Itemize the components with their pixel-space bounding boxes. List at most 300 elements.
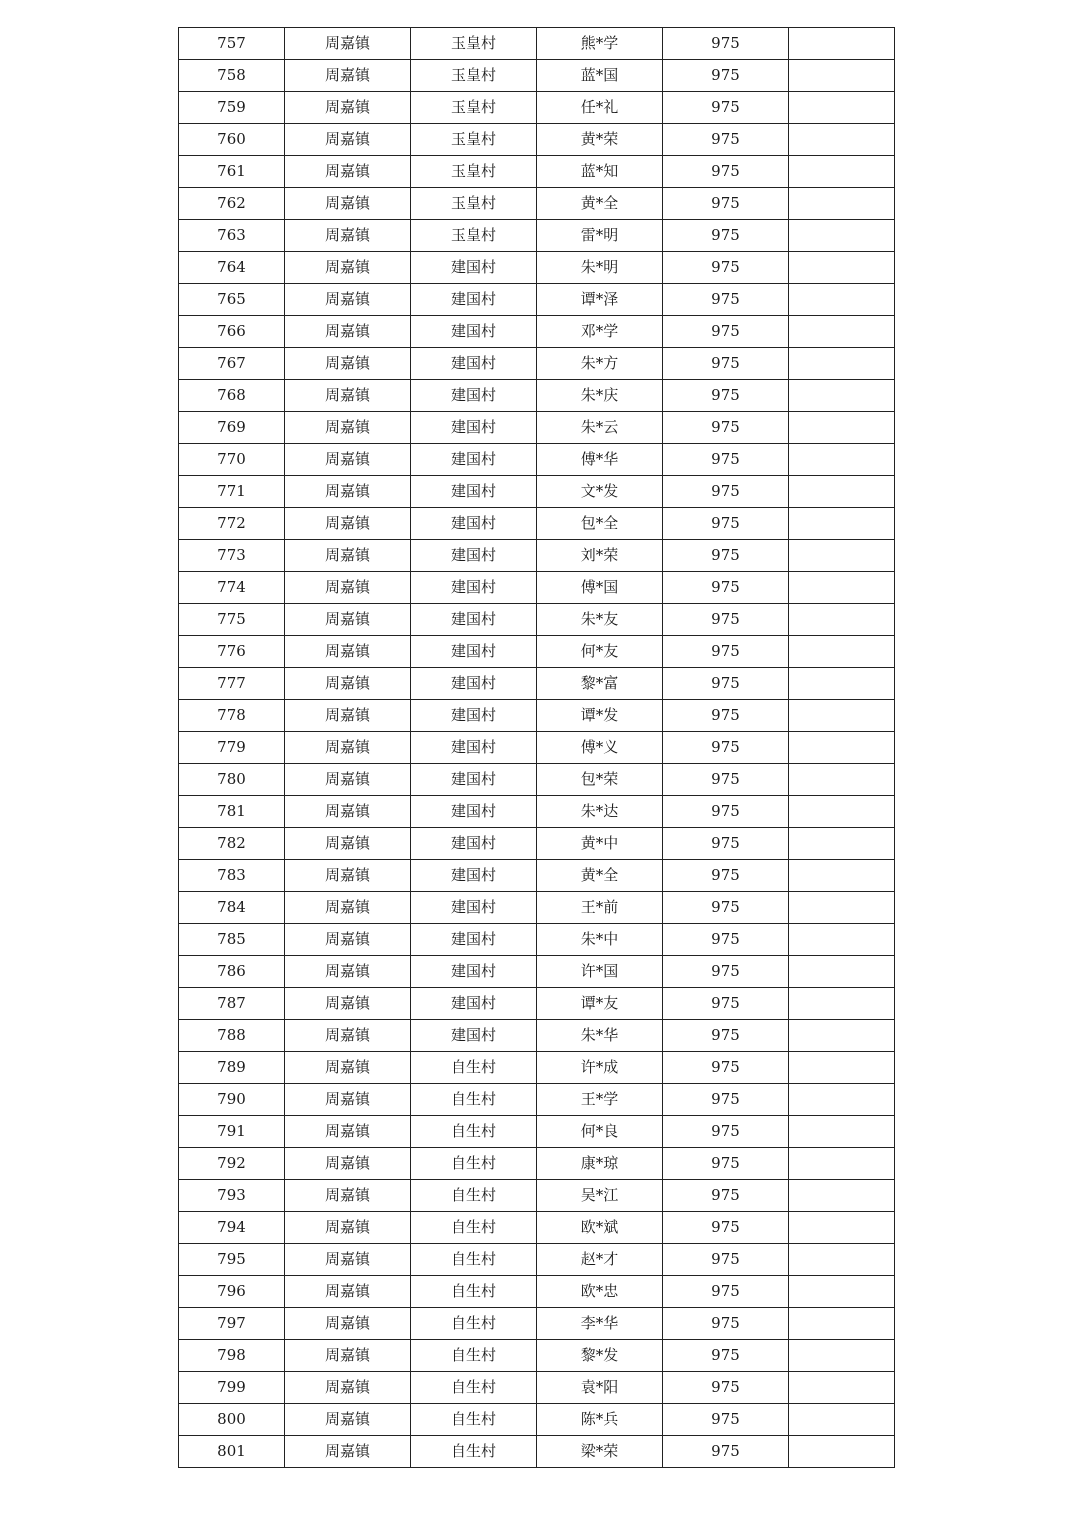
amount-cell: 975 [663, 924, 789, 956]
remark-cell [789, 1308, 895, 1340]
row-number-cell: 774 [179, 572, 285, 604]
village-cell: 自生村 [411, 1148, 537, 1180]
town-cell: 周嘉镇 [285, 188, 411, 220]
name-cell: 文*发 [537, 476, 663, 508]
name-cell: 邓*学 [537, 316, 663, 348]
row-number-cell: 771 [179, 476, 285, 508]
remark-cell [789, 540, 895, 572]
amount-cell: 975 [663, 636, 789, 668]
name-cell: 黄*荣 [537, 124, 663, 156]
name-cell: 赵*才 [537, 1244, 663, 1276]
row-number-cell: 764 [179, 252, 285, 284]
amount-cell: 975 [663, 956, 789, 988]
village-cell: 自生村 [411, 1404, 537, 1436]
village-cell: 建国村 [411, 988, 537, 1020]
town-cell: 周嘉镇 [285, 732, 411, 764]
table-row [179, 892, 895, 924]
amount-cell: 975 [663, 1276, 789, 1308]
row-number-cell: 776 [179, 636, 285, 668]
village-cell: 自生村 [411, 1212, 537, 1244]
town-cell: 周嘉镇 [285, 636, 411, 668]
remark-cell [789, 732, 895, 764]
row-number-cell: 795 [179, 1244, 285, 1276]
table-row [179, 444, 895, 476]
amount-cell: 975 [663, 540, 789, 572]
row-number-cell: 778 [179, 700, 285, 732]
name-cell: 刘*荣 [537, 540, 663, 572]
name-cell: 陈*兵 [537, 1404, 663, 1436]
village-cell: 建国村 [411, 476, 537, 508]
name-cell: 黄*中 [537, 828, 663, 860]
village-cell: 建国村 [411, 796, 537, 828]
remark-cell [789, 412, 895, 444]
remark-cell [789, 860, 895, 892]
town-cell: 周嘉镇 [285, 316, 411, 348]
row-number-cell: 787 [179, 988, 285, 1020]
amount-cell: 975 [663, 1308, 789, 1340]
name-cell: 傅*义 [537, 732, 663, 764]
row-number-cell: 788 [179, 1020, 285, 1052]
row-number-cell: 759 [179, 92, 285, 124]
name-cell: 朱*华 [537, 1020, 663, 1052]
remark-cell [789, 316, 895, 348]
village-cell: 建国村 [411, 636, 537, 668]
row-number-cell: 770 [179, 444, 285, 476]
amount-cell: 975 [663, 1404, 789, 1436]
table-row [179, 1116, 895, 1148]
village-cell: 建国村 [411, 444, 537, 476]
row-number-cell: 794 [179, 1212, 285, 1244]
row-number-cell: 791 [179, 1116, 285, 1148]
row-number-cell: 789 [179, 1052, 285, 1084]
name-cell: 谭*发 [537, 700, 663, 732]
amount-cell: 975 [663, 668, 789, 700]
row-number-cell: 766 [179, 316, 285, 348]
remark-cell [789, 1180, 895, 1212]
row-number-cell: 780 [179, 764, 285, 796]
town-cell: 周嘉镇 [285, 508, 411, 540]
table-row [179, 508, 895, 540]
town-cell: 周嘉镇 [285, 1340, 411, 1372]
amount-cell: 975 [663, 988, 789, 1020]
village-cell: 玉皇村 [411, 60, 537, 92]
table-row [179, 188, 895, 220]
roster-table-body [179, 28, 895, 1468]
name-cell: 欧*斌 [537, 1212, 663, 1244]
row-number-cell: 777 [179, 668, 285, 700]
town-cell: 周嘉镇 [285, 156, 411, 188]
village-cell: 建国村 [411, 860, 537, 892]
row-number-cell: 767 [179, 348, 285, 380]
row-number-cell: 796 [179, 1276, 285, 1308]
town-cell: 周嘉镇 [285, 1084, 411, 1116]
village-cell: 自生村 [411, 1276, 537, 1308]
name-cell: 朱*友 [537, 604, 663, 636]
table-row [179, 1436, 895, 1468]
table-row [179, 732, 895, 764]
table-row [179, 380, 895, 412]
amount-cell: 975 [663, 92, 789, 124]
amount-cell: 975 [663, 316, 789, 348]
roster-table [178, 27, 895, 1468]
remark-cell [789, 1276, 895, 1308]
town-cell: 周嘉镇 [285, 1404, 411, 1436]
village-cell: 玉皇村 [411, 220, 537, 252]
name-cell: 朱*方 [537, 348, 663, 380]
remark-cell [789, 60, 895, 92]
town-cell: 周嘉镇 [285, 604, 411, 636]
amount-cell: 975 [663, 124, 789, 156]
town-cell: 周嘉镇 [285, 828, 411, 860]
table-row [179, 860, 895, 892]
table-row [179, 1148, 895, 1180]
remark-cell [789, 700, 895, 732]
row-number-cell: 800 [179, 1404, 285, 1436]
row-number-cell: 790 [179, 1084, 285, 1116]
town-cell: 周嘉镇 [285, 412, 411, 444]
amount-cell: 975 [663, 700, 789, 732]
town-cell: 周嘉镇 [285, 668, 411, 700]
table-row [179, 220, 895, 252]
remark-cell [789, 1244, 895, 1276]
village-cell: 建国村 [411, 924, 537, 956]
village-cell: 建国村 [411, 668, 537, 700]
row-number-cell: 779 [179, 732, 285, 764]
name-cell: 朱*达 [537, 796, 663, 828]
village-cell: 玉皇村 [411, 188, 537, 220]
remark-cell [789, 636, 895, 668]
village-cell: 玉皇村 [411, 92, 537, 124]
name-cell: 包*全 [537, 508, 663, 540]
town-cell: 周嘉镇 [285, 124, 411, 156]
town-cell: 周嘉镇 [285, 348, 411, 380]
row-number-cell: 760 [179, 124, 285, 156]
village-cell: 自生村 [411, 1052, 537, 1084]
row-number-cell: 782 [179, 828, 285, 860]
village-cell: 建国村 [411, 284, 537, 316]
name-cell: 朱*明 [537, 252, 663, 284]
village-cell: 玉皇村 [411, 28, 537, 60]
row-number-cell: 799 [179, 1372, 285, 1404]
table-row [179, 572, 895, 604]
town-cell: 周嘉镇 [285, 1308, 411, 1340]
name-cell: 谭*泽 [537, 284, 663, 316]
town-cell: 周嘉镇 [285, 92, 411, 124]
table-row [179, 700, 895, 732]
row-number-cell: 768 [179, 380, 285, 412]
village-cell: 建国村 [411, 348, 537, 380]
village-cell: 建国村 [411, 764, 537, 796]
town-cell: 周嘉镇 [285, 444, 411, 476]
town-cell: 周嘉镇 [285, 252, 411, 284]
town-cell: 周嘉镇 [285, 1212, 411, 1244]
table-row [179, 988, 895, 1020]
name-cell: 黎*发 [537, 1340, 663, 1372]
village-cell: 建国村 [411, 252, 537, 284]
remark-cell [789, 924, 895, 956]
table-row [179, 636, 895, 668]
town-cell: 周嘉镇 [285, 1148, 411, 1180]
name-cell: 何*良 [537, 1116, 663, 1148]
amount-cell: 975 [663, 732, 789, 764]
town-cell: 周嘉镇 [285, 892, 411, 924]
village-cell: 建国村 [411, 892, 537, 924]
town-cell: 周嘉镇 [285, 988, 411, 1020]
amount-cell: 975 [663, 444, 789, 476]
amount-cell: 975 [663, 1020, 789, 1052]
remark-cell [789, 92, 895, 124]
remark-cell [789, 252, 895, 284]
town-cell: 周嘉镇 [285, 764, 411, 796]
name-cell: 许*国 [537, 956, 663, 988]
row-number-cell: 797 [179, 1308, 285, 1340]
amount-cell: 975 [663, 412, 789, 444]
table-row [179, 412, 895, 444]
village-cell: 自生村 [411, 1372, 537, 1404]
name-cell: 包*荣 [537, 764, 663, 796]
name-cell: 何*友 [537, 636, 663, 668]
town-cell: 周嘉镇 [285, 1436, 411, 1468]
name-cell: 王*前 [537, 892, 663, 924]
village-cell: 建国村 [411, 732, 537, 764]
remark-cell [789, 1020, 895, 1052]
amount-cell: 975 [663, 1244, 789, 1276]
table-row [179, 156, 895, 188]
town-cell: 周嘉镇 [285, 860, 411, 892]
row-number-cell: 758 [179, 60, 285, 92]
amount-cell: 975 [663, 796, 789, 828]
amount-cell: 975 [663, 508, 789, 540]
village-cell: 建国村 [411, 412, 537, 444]
remark-cell [789, 476, 895, 508]
amount-cell: 975 [663, 1180, 789, 1212]
table-row [179, 1084, 895, 1116]
village-cell: 玉皇村 [411, 124, 537, 156]
remark-cell [789, 828, 895, 860]
remark-cell [789, 1340, 895, 1372]
amount-cell: 975 [663, 1116, 789, 1148]
remark-cell [789, 956, 895, 988]
name-cell: 李*华 [537, 1308, 663, 1340]
amount-cell: 975 [663, 476, 789, 508]
amount-cell: 975 [663, 1436, 789, 1468]
table-row [179, 1340, 895, 1372]
amount-cell: 975 [663, 828, 789, 860]
row-number-cell: 763 [179, 220, 285, 252]
town-cell: 周嘉镇 [285, 476, 411, 508]
remark-cell [789, 1148, 895, 1180]
remark-cell [789, 1052, 895, 1084]
town-cell: 周嘉镇 [285, 60, 411, 92]
table-row [179, 28, 895, 60]
amount-cell: 975 [663, 1148, 789, 1180]
table-row [179, 316, 895, 348]
village-cell: 自生村 [411, 1308, 537, 1340]
amount-cell: 975 [663, 60, 789, 92]
amount-cell: 975 [663, 604, 789, 636]
village-cell: 玉皇村 [411, 156, 537, 188]
town-cell: 周嘉镇 [285, 220, 411, 252]
name-cell: 朱*云 [537, 412, 663, 444]
amount-cell: 975 [663, 188, 789, 220]
name-cell: 朱*庆 [537, 380, 663, 412]
amount-cell: 975 [663, 348, 789, 380]
row-number-cell: 765 [179, 284, 285, 316]
village-cell: 建国村 [411, 508, 537, 540]
table-row [179, 60, 895, 92]
table-row [179, 284, 895, 316]
town-cell: 周嘉镇 [285, 1244, 411, 1276]
remark-cell [789, 348, 895, 380]
name-cell: 傅*国 [537, 572, 663, 604]
remark-cell [789, 796, 895, 828]
village-cell: 建国村 [411, 316, 537, 348]
name-cell: 任*礼 [537, 92, 663, 124]
village-cell: 建国村 [411, 572, 537, 604]
remark-cell [789, 1372, 895, 1404]
name-cell: 欧*忠 [537, 1276, 663, 1308]
remark-cell [789, 284, 895, 316]
remark-cell [789, 668, 895, 700]
village-cell: 自生村 [411, 1436, 537, 1468]
remark-cell [789, 604, 895, 636]
table-row [179, 1244, 895, 1276]
row-number-cell: 793 [179, 1180, 285, 1212]
village-cell: 自生村 [411, 1084, 537, 1116]
town-cell: 周嘉镇 [285, 1276, 411, 1308]
amount-cell: 975 [663, 892, 789, 924]
remark-cell [789, 572, 895, 604]
amount-cell: 975 [663, 220, 789, 252]
table-row [179, 540, 895, 572]
table-row [179, 1052, 895, 1084]
village-cell: 建国村 [411, 604, 537, 636]
table-row [179, 1372, 895, 1404]
table-row [179, 252, 895, 284]
row-number-cell: 798 [179, 1340, 285, 1372]
town-cell: 周嘉镇 [285, 380, 411, 412]
village-cell: 自生村 [411, 1116, 537, 1148]
table-row [179, 956, 895, 988]
town-cell: 周嘉镇 [285, 28, 411, 60]
amount-cell: 975 [663, 1084, 789, 1116]
remark-cell [789, 508, 895, 540]
remark-cell [789, 1212, 895, 1244]
name-cell: 朱*中 [537, 924, 663, 956]
name-cell: 蓝*知 [537, 156, 663, 188]
row-number-cell: 783 [179, 860, 285, 892]
name-cell: 傅*华 [537, 444, 663, 476]
table-row [179, 668, 895, 700]
row-number-cell: 761 [179, 156, 285, 188]
row-number-cell: 786 [179, 956, 285, 988]
town-cell: 周嘉镇 [285, 796, 411, 828]
table-row [179, 1020, 895, 1052]
village-cell: 建国村 [411, 828, 537, 860]
table-row [179, 476, 895, 508]
village-cell: 建国村 [411, 380, 537, 412]
name-cell: 袁*阳 [537, 1372, 663, 1404]
remark-cell [789, 28, 895, 60]
amount-cell: 975 [663, 1340, 789, 1372]
town-cell: 周嘉镇 [285, 540, 411, 572]
remark-cell [789, 1084, 895, 1116]
village-cell: 建国村 [411, 700, 537, 732]
amount-cell: 975 [663, 1372, 789, 1404]
row-number-cell: 769 [179, 412, 285, 444]
town-cell: 周嘉镇 [285, 572, 411, 604]
table-row [179, 1308, 895, 1340]
town-cell: 周嘉镇 [285, 924, 411, 956]
row-number-cell: 785 [179, 924, 285, 956]
amount-cell: 975 [663, 156, 789, 188]
row-number-cell: 772 [179, 508, 285, 540]
name-cell: 雷*明 [537, 220, 663, 252]
town-cell: 周嘉镇 [285, 1372, 411, 1404]
table-row [179, 924, 895, 956]
remark-cell [789, 892, 895, 924]
name-cell: 黄*全 [537, 188, 663, 220]
name-cell: 王*学 [537, 1084, 663, 1116]
table-row [179, 1276, 895, 1308]
amount-cell: 975 [663, 252, 789, 284]
row-number-cell: 757 [179, 28, 285, 60]
amount-cell: 975 [663, 860, 789, 892]
name-cell: 熊*学 [537, 28, 663, 60]
village-cell: 建国村 [411, 1020, 537, 1052]
remark-cell [789, 988, 895, 1020]
amount-cell: 975 [663, 284, 789, 316]
name-cell: 许*成 [537, 1052, 663, 1084]
name-cell: 吴*江 [537, 1180, 663, 1212]
table-row [179, 796, 895, 828]
name-cell: 蓝*国 [537, 60, 663, 92]
town-cell: 周嘉镇 [285, 1180, 411, 1212]
row-number-cell: 775 [179, 604, 285, 636]
name-cell: 康*琼 [537, 1148, 663, 1180]
town-cell: 周嘉镇 [285, 1052, 411, 1084]
town-cell: 周嘉镇 [285, 284, 411, 316]
row-number-cell: 801 [179, 1436, 285, 1468]
town-cell: 周嘉镇 [285, 956, 411, 988]
remark-cell [789, 156, 895, 188]
remark-cell [789, 188, 895, 220]
table-row [179, 828, 895, 860]
remark-cell [789, 220, 895, 252]
amount-cell: 975 [663, 1052, 789, 1084]
row-number-cell: 762 [179, 188, 285, 220]
remark-cell [789, 1436, 895, 1468]
name-cell: 梁*荣 [537, 1436, 663, 1468]
amount-cell: 975 [663, 572, 789, 604]
village-cell: 建国村 [411, 956, 537, 988]
name-cell: 黄*全 [537, 860, 663, 892]
amount-cell: 975 [663, 28, 789, 60]
row-number-cell: 784 [179, 892, 285, 924]
remark-cell [789, 124, 895, 156]
name-cell: 谭*友 [537, 988, 663, 1020]
amount-cell: 975 [663, 764, 789, 796]
table-row [179, 1180, 895, 1212]
table-row [179, 92, 895, 124]
town-cell: 周嘉镇 [285, 700, 411, 732]
remark-cell [789, 1116, 895, 1148]
town-cell: 周嘉镇 [285, 1020, 411, 1052]
village-cell: 自生村 [411, 1340, 537, 1372]
amount-cell: 975 [663, 1212, 789, 1244]
village-cell: 自生村 [411, 1180, 537, 1212]
remark-cell [789, 380, 895, 412]
